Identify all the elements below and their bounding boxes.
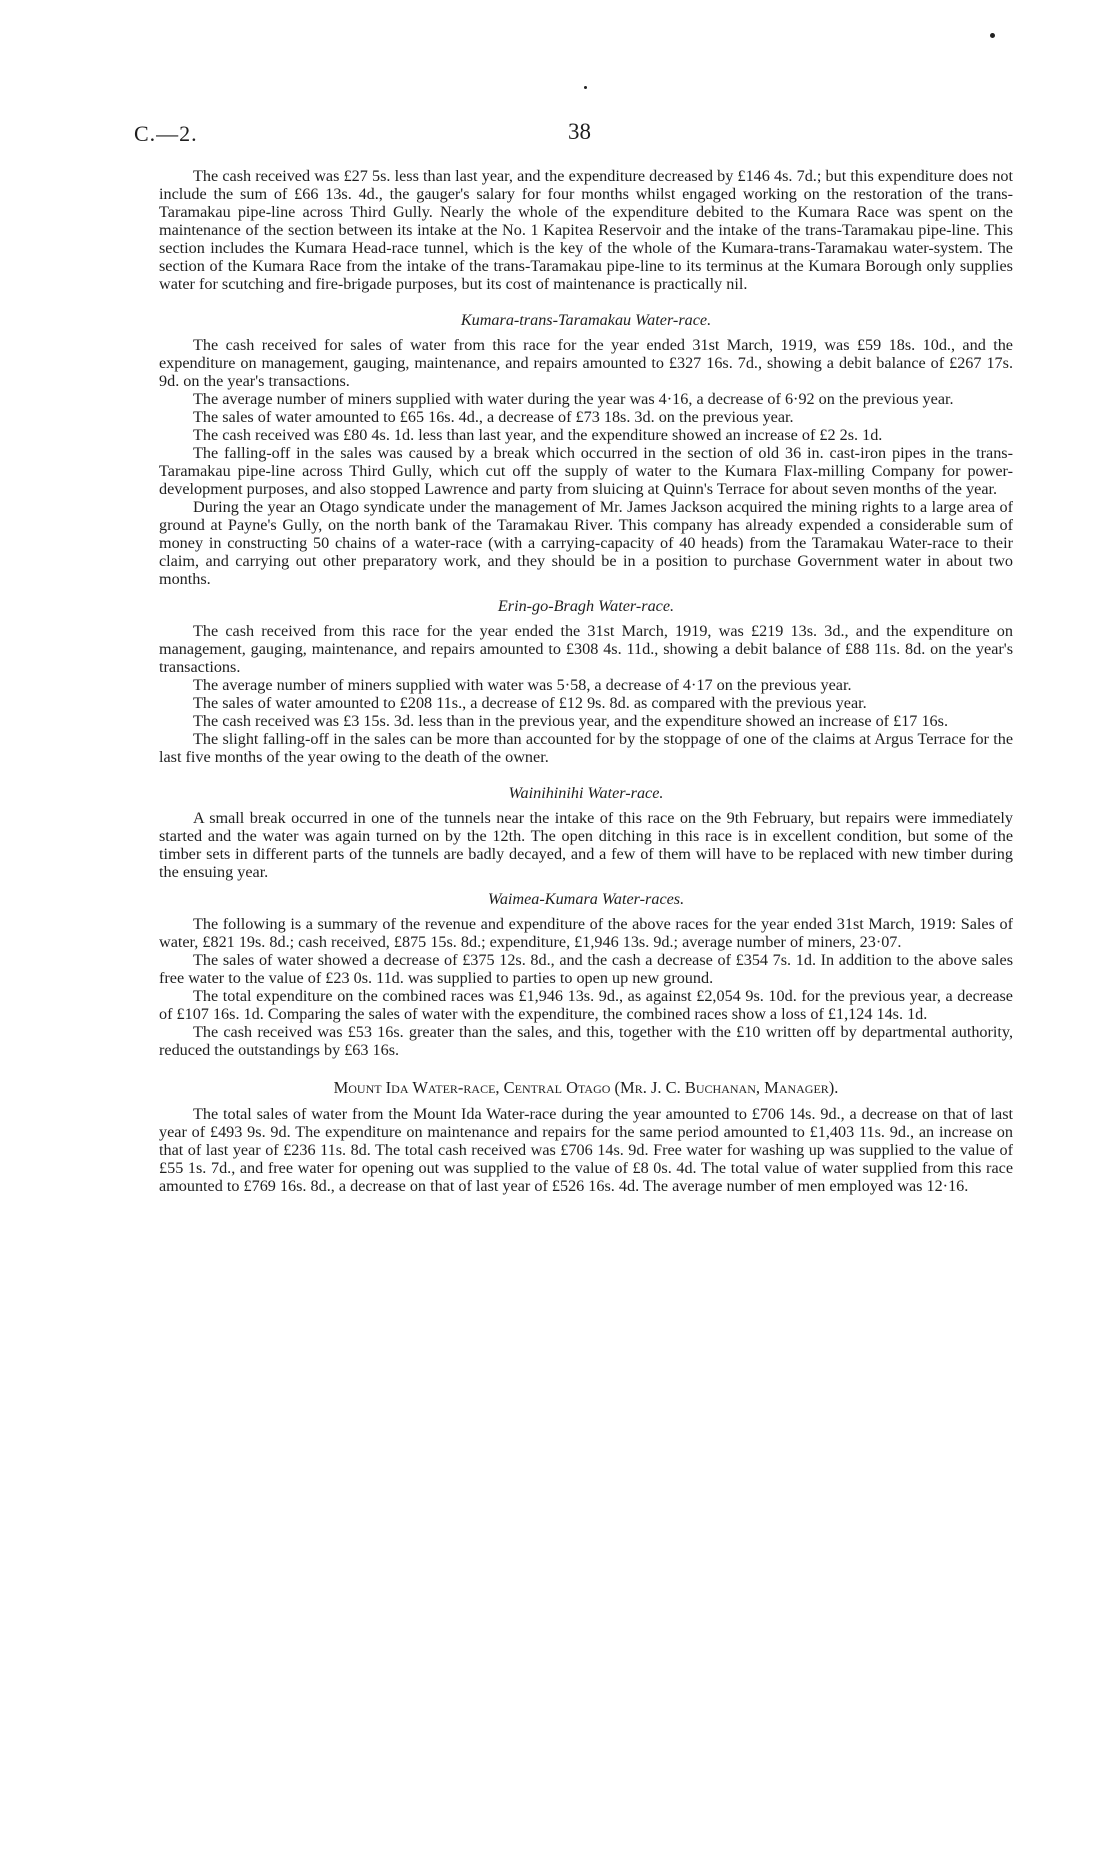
- page-number: 38: [568, 119, 591, 144]
- paragraph: The following is a summary of the revenue and expenditure of the above races for the year ended 31st March, 1919: Sales of water, £821 19s. 8d.; cash received, £875 15s. 8d.; expenditure, £1,946 13s. 9d.; average number of miners, 23·07.: [159, 915, 1013, 951]
- paragraph: The falling-off in the sales was caused by a break which occurred in the section of old 36 in. cast-iron pipes in the trans-Taramakau pipe-line across Third Gully, which cut off the supply of water to the Kumara Flax-milling Company for power-development purposes, and also stopped Lawrence and party from sluicing at Quinn's Terrace for about seven months of the year.: [159, 444, 1013, 498]
- paragraph: The total expenditure on the combined races was £1,946 13s. 9d., as against £2,054 9s. 10d. for the previous year, a decrease of £107 16s. 1d. Comparing the sales of water with the expenditure, the combined races show a loss of £1,124 14s. 1d.: [159, 987, 1013, 1023]
- paragraph: A small break occurred in one of the tunnels near the intake of this race on the 9th February, but repairs were immediately started and the water was again turned on by the 12th. The open ditching in this race is in excellent condition, but some of the timber sets in different parts of the tunnels are badly decayed, and a few of them will have to be replaced with new timber during the ensuing year.: [159, 809, 1013, 881]
- paragraph: The cash received was £53 16s. greater than the sales, and this, together with the £10 written off by departmental authority, reduced the outstandings by £63 16s.: [159, 1023, 1013, 1059]
- paragraph: The average number of miners supplied with water was 5·58, a decrease of 4·17 on the previous year.: [193, 676, 852, 694]
- document-body: [159, 167, 1013, 1195]
- section-kumara-race-continued: [159, 167, 1013, 293]
- ink-speck: [990, 33, 995, 38]
- section-wainihinihi: [159, 784, 1013, 881]
- section-erin-go-bragh: [159, 597, 1013, 766]
- paragraph: The cash received from this race for the year ended the 31st March, 1919, was £219 13s. 3d., and the expenditure on management, gauging, maintenance, and repairs amounted to £308 4s. 11d., showing a debit balance of £88 11s. 8d. on the year's transactions.: [159, 622, 1013, 676]
- paragraph: During the year an Otago syndicate under the management of Mr. James Jackson acquired the mining rights to a large area of ground at Payne's Gully, on the north bank of the Taramakau River. This company has already expended a considerable sum of money in constructing 50 chains of a water-race (with a carrying-capacity of 40 heads) from the Taramakau Water-race to their claim, and carrying out other preparatory work, and they should be in a position to purchase Government water in about two months.: [159, 498, 1013, 588]
- section-kumara-trans-taramakau: [159, 311, 1013, 588]
- section-heading: Mount Ida Water-race, Central Otago (Mr. J. C. Buchanan, Manager).: [333, 1078, 839, 1097]
- document-code: C.—2.: [134, 121, 198, 146]
- paragraph: The average number of miners supplied with water during the year was 4·16, a decrease of 6·92 on the previous year.: [193, 390, 954, 408]
- paragraph: The cash received was £80 4s. 1d. less than last year, and the expenditure showed an increase of £2 2s. 1d.: [193, 426, 883, 444]
- paragraph: The sales of water amounted to £65 16s. 4d., a decrease of £73 18s. 3d. on the previous year.: [193, 408, 794, 426]
- paragraph: The cash received was £3 15s. 3d. less than in the previous year, and the expenditure showed an increase of £17 16s.: [193, 712, 948, 730]
- section-heading: Wainihinihi Water-race.: [508, 784, 664, 802]
- section-mount-ida: [159, 1079, 1013, 1195]
- ink-speck: [584, 86, 587, 89]
- section-waimea-kumara: [159, 890, 1013, 1059]
- paragraph: The total sales of water from the Mount Ida Water-race during the year amounted to £706 14s. 9d., a decrease on that of last year of £493 9s. 9d. The expenditure on maintenance and repairs for the same period amounted to £1,403 11s. 9d., an increase on that of last year of £236 11s. 8d. The total cash received was £706 14s. 9d. Free water for washing up was supplied to the value of £55 1s. 7d., and free water for opening out was supplied to the value of £8 0s. 4d. The total value of water supplied from this race amounted to £769 16s. 8d., a decrease on that of last year of £526 16s. 4d. The average number of men employed was 12·16.: [159, 1105, 1013, 1195]
- paragraph: The sales of water showed a decrease of £375 12s. 8d., and the cash a decrease of £354 7s. 1d. In addition to the above sales free water to the value of £23 0s. 11d. was supplied to parties to open up new ground.: [159, 951, 1013, 987]
- paragraph: The slight falling-off in the sales can be more than accounted for by the stoppage of one of the claims at Argus Terrace for the last five months of the year owing to the death of the owner.: [159, 730, 1013, 766]
- paragraph: The cash received for sales of water from this race for the year ended 31st March, 1919, was £59 18s. 10d., and the expenditure on management, gauging, maintenance, and repairs amounted to £327 16s. 7d., showing a debit balance of £267 17s. 9d. on the year's transactions.: [159, 336, 1013, 390]
- paragraph: The cash received was £27 5s. less than last year, and the expenditure decreased by £146 4s. 7d.; but this expenditure does not include the sum of £66 13s. 4d., the gauger's salary for four months whilst engaged working on the restoration of the trans-Taramakau pipe-line across Third Gully. Nearly the whole of the expenditure debited to the Kumara Race was spent on the maintenance of the section between its intake at the No. 1 Kapitea Reservoir and the intake of the trans-Taramakau pipe-line. This section includes the Kumara Head-race tunnel, which is the key of the whole of the Kumara-trans-Taramakau water-system. The section of the Kumara Race from the intake of the trans-Taramakau pipe-line to its terminus at the Kumara Borough only supplies water for scutching and fire-brigade purposes, but its cost of maintenance is practically nil.: [159, 167, 1013, 293]
- section-heading: Kumara-trans-Taramakau Water-race.: [460, 311, 712, 329]
- section-heading: Erin-go-Bragh Water-race.: [497, 597, 675, 615]
- section-heading: Waimea-Kumara Water-races.: [487, 890, 685, 908]
- paragraph: The sales of water amounted to £208 11s., a decrease of £12 9s. 8d. as compared with the previous year.: [193, 694, 867, 712]
